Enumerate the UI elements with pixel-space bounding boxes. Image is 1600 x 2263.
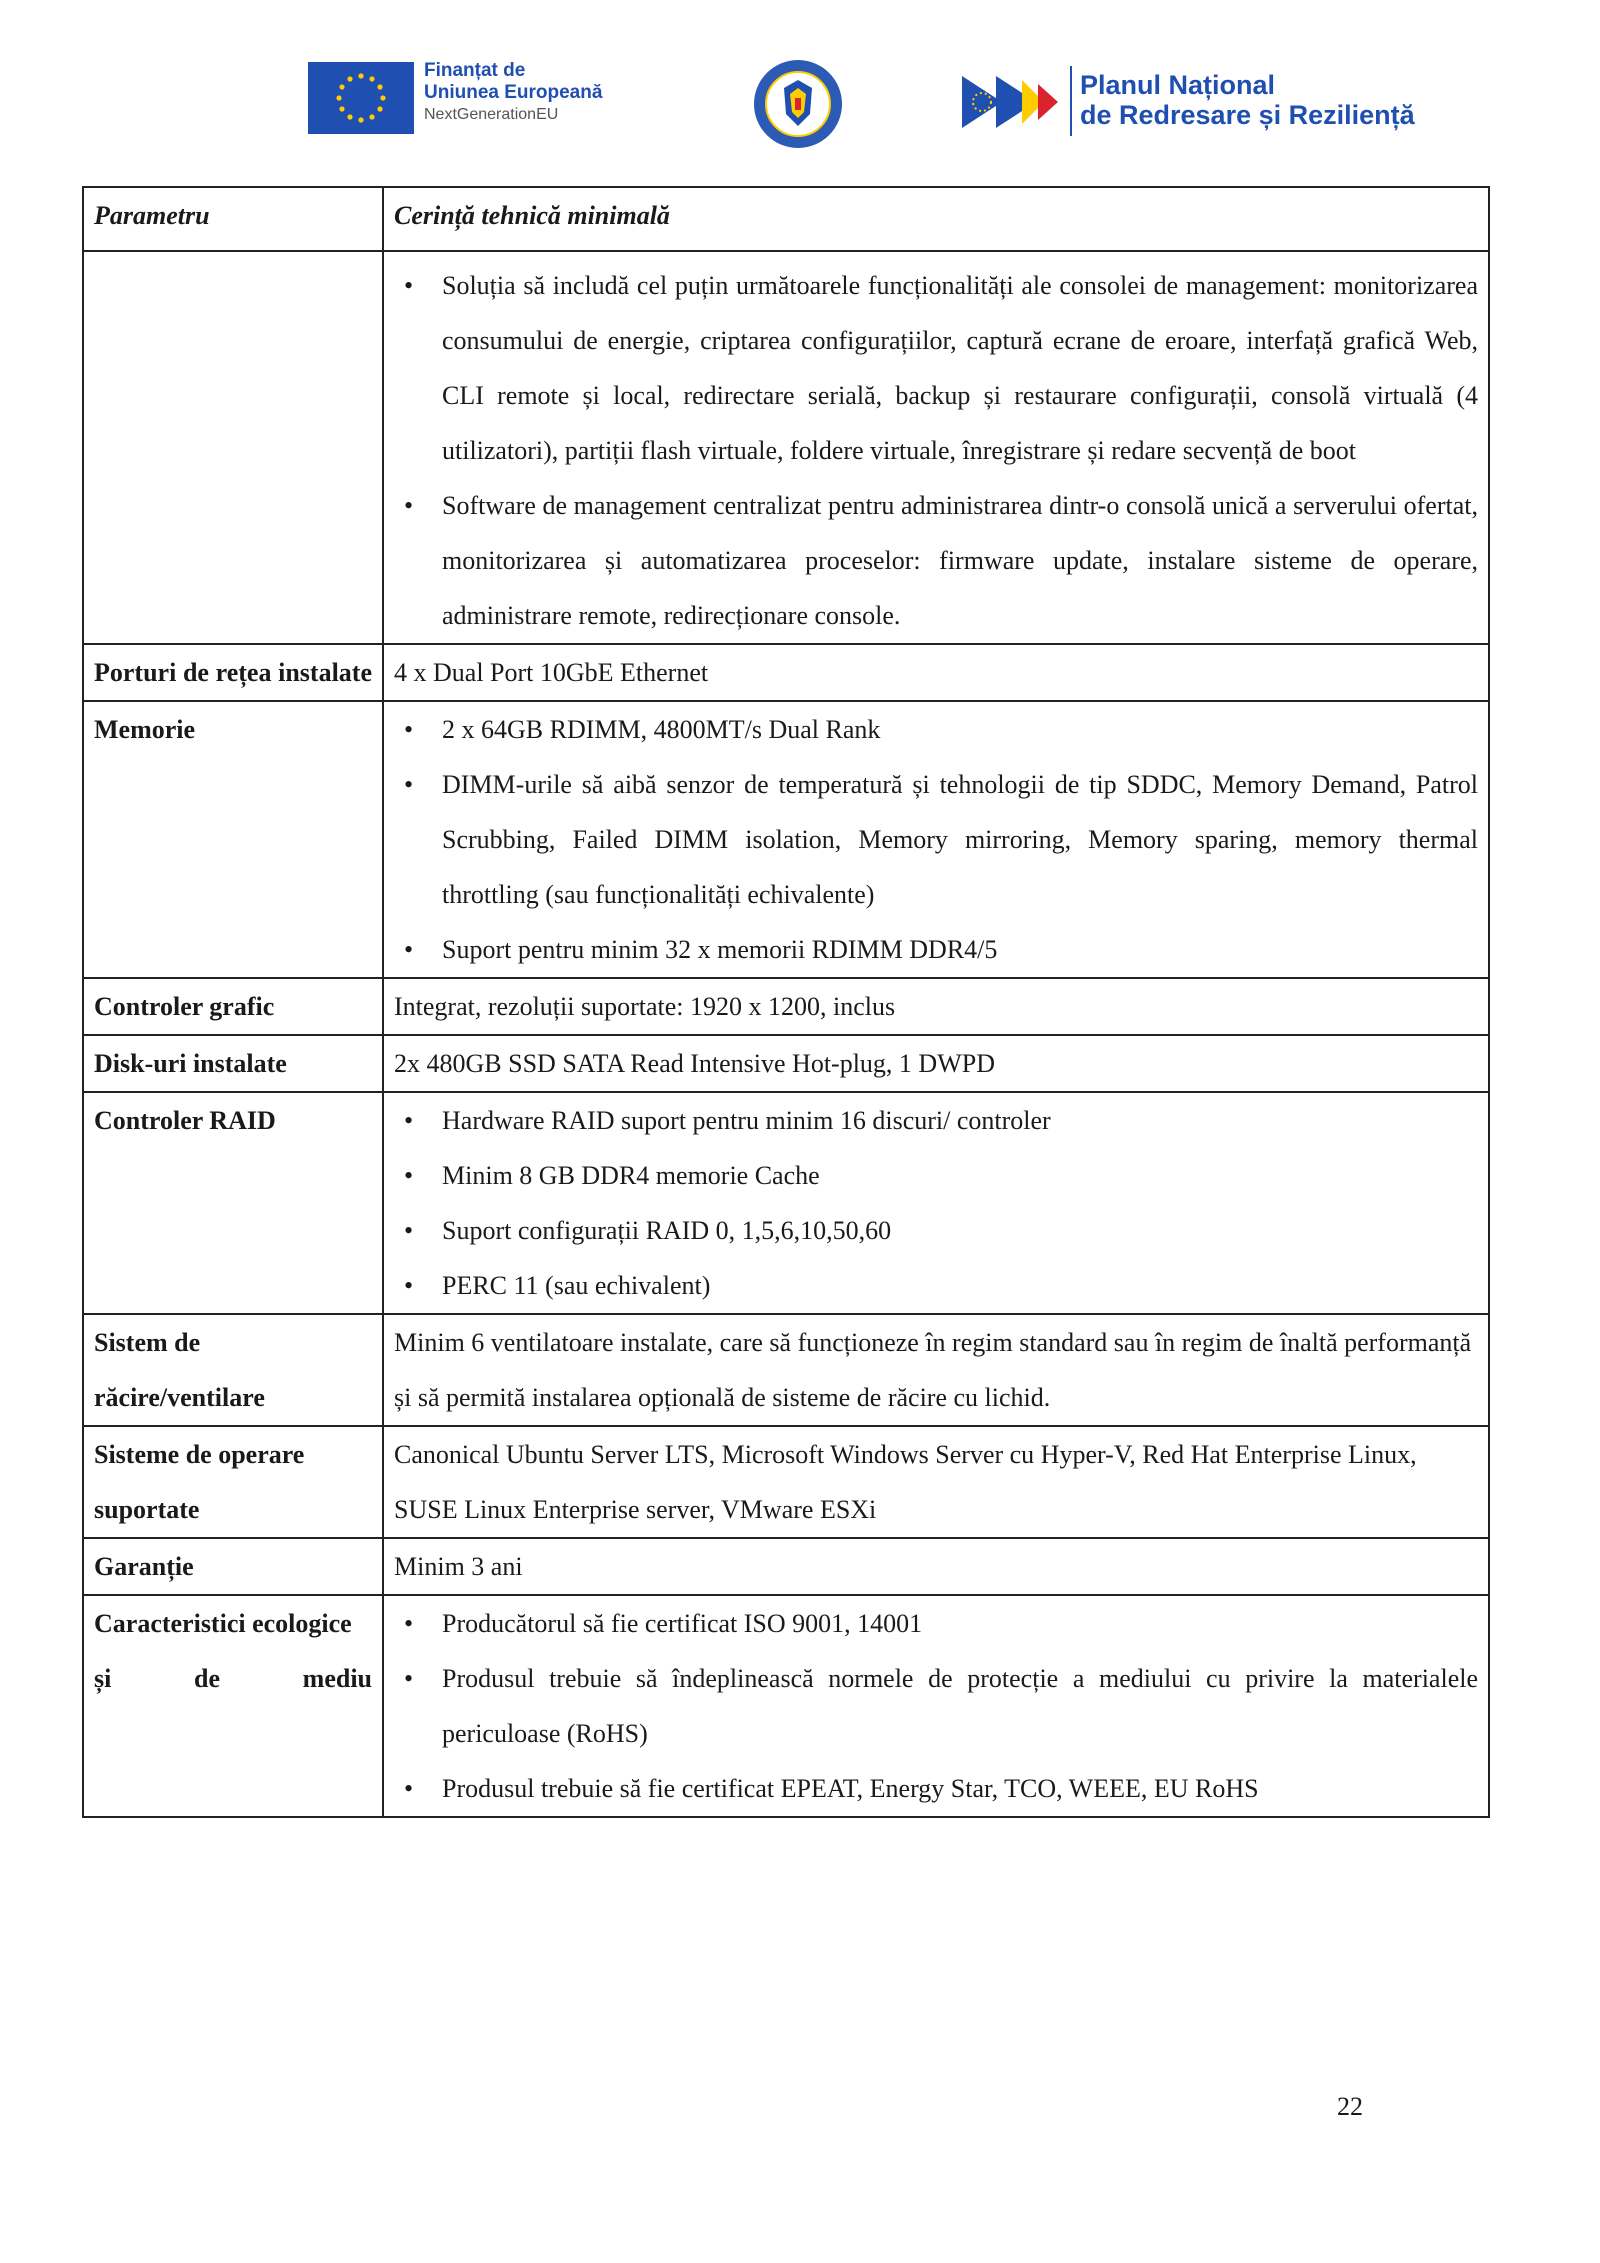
table-row [83,644,1489,701]
romania-government-seal-icon [752,58,844,150]
list-item: • Software de management centralizat pentru administrarea dintr-o consolă unică a serverului ofertat, monitorizarea și automatizarea proceselor: firmware update, instalare sisteme de operare, administrare remote, redirecționare console. [442,478,1478,643]
pnrr-title [1080,70,1415,130]
table-row [83,1314,1489,1426]
table-row [83,1538,1489,1595]
list-item: • Hardware RAID suport pentru minim 16 discuri/ controler [442,1093,1478,1148]
table-row [83,978,1489,1035]
list-item: • Minim 8 GB DDR4 memorie Cache [442,1148,1478,1203]
page-number: 22 [1337,2092,1363,2121]
param-cell: Memorie [83,701,383,978]
column-header-parameter: Parametru [83,187,383,251]
eu-union-line: Uniunea Europeană [424,82,603,103]
requirement-cell: Minim 6 ventilatoare instalate, care să funcționeze în regim standard sau în regim de înaltă performanță și să permită instalarea opțională de sisteme de răcire cu lichid. [383,1314,1489,1426]
list-item: • Produsul trebuie să fie certificat EPEAT, Energy Star, TCO, WEEE, EU RoHS [442,1761,1478,1816]
requirement-cell [383,701,1489,978]
table-row [83,1595,1489,1817]
table-row [83,1092,1489,1314]
eu-funded-line: Finanțat de [424,60,526,81]
list-item: • Suport configurații RAID 0, 1,5,6,10,50,60 [442,1203,1478,1258]
param-cell: Controler grafic [83,978,383,1035]
requirement-cell: Minim 3 ani [383,1538,1489,1595]
pnrr-line2: de Redresare și Reziliență [1080,100,1415,130]
param-cell [83,251,383,644]
requirement-cell [383,1092,1489,1314]
list-item: • DIMM-urile să aibă senzor de temperatură și tehnologii de tip SDDC, Memory Demand, Patrol Scrubbing, Failed DIMM isolation, Memory mirroring, Memory sparing, memory thermal throttling (sau funcționalități echivalente) [442,757,1478,922]
param-cell: Sistem de răcire/ventilare [83,1314,383,1426]
table-header-row [83,187,1489,251]
table-row [83,251,1489,644]
requirement-cell: Canonical Ubuntu Server LTS, Microsoft Windows Server cu Hyper-V, Red Hat Enterprise Linux, SUSE Linux Enterprise server, VMware ESXi [383,1426,1489,1538]
param-cell: Sisteme de operare suportate [83,1426,383,1538]
list-item: • Producătorul să fie certificat ISO 9001, 14001 [442,1596,1478,1651]
list-item: • Soluția să includă cel puțin următoarele funcționalități ale consolei de management: monitorizarea consumului de energie, criptarea configurațiilor, captură ecrane de eroare, interfață grafică Web, CLI remote și local, redirectare serială, backup și restaurare configurații, consolă virtuală (4 utilizatori), partiții flash virtuale, foldere virtuale, înregistrare și redare secvență de boot [442,258,1478,478]
column-header-requirement: Cerință tehnică minimală [383,187,1489,251]
requirement-cell [383,251,1489,644]
requirement-cell: 2x 480GB SSD SATA Read Intensive Hot-plug, 1 DWPD [383,1035,1489,1092]
eu-funding-text [424,60,602,126]
specification-table [82,186,1490,1818]
param-cell: Caracteristici ecologice și de mediu [83,1595,383,1817]
eu-nextgen-line: NextGenerationEU [424,106,559,123]
param-cell: Disk-uri instalate [83,1035,383,1092]
requirement-cell [383,1595,1489,1817]
requirement-cell: Integrat, rezoluții suportate: 1920 x 1200, inclus [383,978,1489,1035]
list-item: • Produsul trebuie să îndeplinească normele de protecție a mediului cu privire la materialele periculoase (RoHS) [442,1651,1478,1761]
param-cell: Porturi de rețea instalate [83,644,383,701]
eu-flag-icon [308,62,414,134]
pnrr-line1: Planul Național [1080,70,1276,100]
pnrr-divider [1070,66,1072,136]
requirement-cell: 4 x Dual Port 10GbE Ethernet [383,644,1489,701]
page-header [0,52,1600,152]
list-item: • PERC 11 (sau echivalent) [442,1258,1478,1313]
pnrr-arrow-logo-icon [962,70,1074,134]
table-row [83,1426,1489,1538]
table-row [83,1035,1489,1092]
list-item: • 2 x 64GB RDIMM, 4800MT/s Dual Rank [442,702,1478,757]
list-item: • Suport pentru minim 32 x memorii RDIMM DDR4/5 [442,922,1478,977]
param-cell: Controler RAID [83,1092,383,1314]
param-cell: Garanție [83,1538,383,1595]
table-row [83,701,1489,978]
